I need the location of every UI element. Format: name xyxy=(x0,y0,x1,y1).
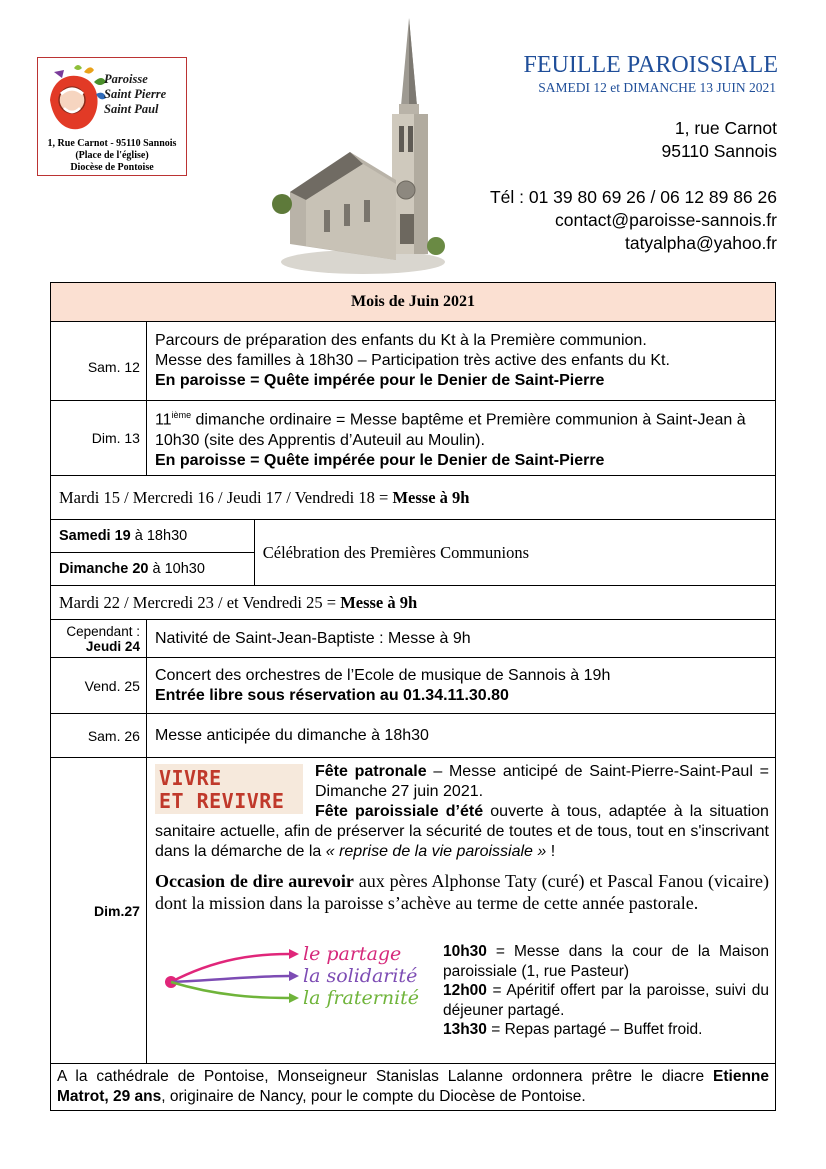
address-city: 95110 Sannois xyxy=(661,141,777,161)
event-cell: Messe anticipée du dimanche à 18h30 xyxy=(146,714,775,758)
word-solidarity: la solidarité xyxy=(302,965,418,987)
summer-feast-quote: « reprise de la vie paroissiale » xyxy=(325,843,547,860)
program-text: = Messe dans la cour de la Maison paroissiale (1, rue Pasteur) xyxy=(442,943,769,980)
table-row xyxy=(51,658,776,714)
day-label: Dim. 13 xyxy=(51,401,147,476)
ordination-cell xyxy=(51,1064,776,1111)
event-line: Messe des familles à 18h30 – Participation très active des enfants du Kt. xyxy=(154,352,670,369)
email-secondary[interactable]: tatyalpha@yahoo.fr xyxy=(624,233,777,253)
summer-feast-text xyxy=(155,802,769,862)
ordinal-suffix: ième xyxy=(171,410,192,421)
logo-address-line: (Place de l'église) xyxy=(75,150,149,161)
event-cell xyxy=(146,658,775,714)
summer-feast-title: Fête paroissiale d’été xyxy=(314,803,484,820)
table-row xyxy=(51,476,776,520)
summer-feast-end: ! xyxy=(546,843,556,860)
program-item xyxy=(443,942,769,981)
word-fraternity: la fraternité xyxy=(302,987,419,1009)
ordination-end: , originaire de Nancy, pour le compte du Diocèse de Pontoise. xyxy=(161,1088,586,1105)
farewell-text xyxy=(155,870,769,914)
saturday-cell xyxy=(51,520,255,553)
mass-time: Messe à 9h xyxy=(340,592,418,612)
saturday-day: Samedi 19 xyxy=(59,528,131,544)
month-heading: Mois de Juin 2021 xyxy=(51,283,776,322)
church-illustration xyxy=(268,14,448,276)
event-line: Parcours de préparation des enfants du Kt à la Première communion. xyxy=(154,332,647,349)
collection-notice: En paroisse = Quête impérée pour le Denier de Saint-Pierre xyxy=(154,451,605,469)
logo-title-line: Paroisse xyxy=(104,72,148,86)
sunday-time: à 10h30 xyxy=(148,561,205,577)
event-text: dimanche ordinaire = Messe baptême et Première communion à Saint-Jean à 10h30 (site des Apprentis d’Auteuil au Moulin). xyxy=(154,411,746,449)
program-item xyxy=(443,1020,769,1040)
label-prefix: Cependant : xyxy=(66,623,140,639)
table-row xyxy=(51,322,776,401)
feast-text-top xyxy=(315,762,769,802)
program-text: = Repas partagé – Buffet froid. xyxy=(486,1021,703,1038)
feast-text: – Messe anticipé de Saint-Pierre-Saint-Paul = Dimanche 27 juin 2021. xyxy=(314,763,769,800)
weekdays-text: Mardi 22 / Mercredi 23 / et Vendredi 25 = xyxy=(59,592,341,612)
sunday-cell xyxy=(51,553,255,586)
event-line: Concert des orchestres de l’Ecole de musique de Sannois à 19h xyxy=(154,666,611,684)
address-street: 1, rue Carnot xyxy=(674,118,777,138)
table-row xyxy=(51,620,776,658)
ordination-text: A la cathédrale de Pontoise, Monseigneur Stanislas Lalanne ordonnera prêtre le diacre xyxy=(57,1068,714,1085)
sheet-date: SAMEDI 12 et DIMANCHE 13 JUIN 2021 xyxy=(538,80,776,95)
day-label: Dim.27 xyxy=(51,758,147,1064)
sharing-arrows-icon xyxy=(157,940,437,1020)
weekdays-text: Mardi 15 / Mercredi 16 / Jeudi 17 / Vendredi 18 = xyxy=(59,487,393,507)
day-label: Vend. 25 xyxy=(51,658,147,714)
program-item xyxy=(443,981,769,1020)
collection-notice: En paroisse = Quête impérée pour le Denier de Saint-Pierre xyxy=(154,372,605,389)
ordinal-number: 11 xyxy=(154,411,172,429)
weekday-mass-cell xyxy=(51,476,776,520)
program-time: 12h00 xyxy=(442,982,487,999)
day-label xyxy=(51,620,147,658)
program-list xyxy=(443,942,769,1040)
label-day: Jeudi 24 xyxy=(85,638,140,654)
saturday-time: à 18h30 xyxy=(130,528,188,544)
month-row xyxy=(51,283,776,322)
logo-title-line: Saint Paul xyxy=(104,102,159,116)
sheet-title: FEUILLE PAROISSIALE xyxy=(523,52,778,78)
table-row xyxy=(51,714,776,758)
logo-address-line: 1, Rue Carnot - 95110 Sannois xyxy=(47,138,177,149)
event-line xyxy=(155,405,767,450)
table-row xyxy=(51,1064,776,1111)
logo-line: ET REVIVRE xyxy=(158,789,285,813)
communion-cell: Célébration des Premières Communions xyxy=(254,520,775,586)
feast-title: Fête patronale xyxy=(314,763,427,780)
parish-logo xyxy=(37,57,187,176)
apostles-logo-icon xyxy=(44,64,108,134)
event-cell: Nativité de Saint-Jean-Baptiste : Messe à 9h xyxy=(146,620,775,658)
summer-feast-desc: ouverte à tous, adaptée à la situation sanitaire actuelle, afin de préserver la sécurité de toutes et de tous, tout en s'inscrivant dans la démarche de la xyxy=(154,803,769,860)
logo-line: VIVRE xyxy=(158,766,222,790)
ordination-name: Etienne Matrot, 29 ans xyxy=(57,1068,769,1105)
schedule-table xyxy=(50,282,776,1111)
event-cell xyxy=(146,322,775,401)
feast-cell xyxy=(146,758,775,1064)
reservation-notice: Entrée libre sous réservation au 01.34.11.30.80 xyxy=(154,686,509,704)
mass-time: Messe à 9h xyxy=(392,487,470,507)
logo-address-line: Diocèse de Pontoise xyxy=(70,162,154,173)
program-time: 10h30 xyxy=(442,943,487,960)
program-time: 13h30 xyxy=(442,1021,487,1038)
table-row xyxy=(51,586,776,620)
table-row xyxy=(51,401,776,476)
phone-numbers: Tél : 01 39 80 69 26 / 06 12 89 86 26 xyxy=(489,187,777,207)
email-contact[interactable]: contact@paroisse-sannois.fr xyxy=(554,210,777,230)
day-label: Sam. 12 xyxy=(51,322,147,401)
table-row xyxy=(51,520,776,553)
word-sharing: le partage xyxy=(302,943,402,965)
sunday-day: Dimanche 20 xyxy=(59,561,149,577)
table-row xyxy=(51,758,776,1064)
farewell-desc: aux pères Alphonse Taty (curé) et Pascal Fanou (vicaire) dont la mission dans la paroisse s’achève au terme de cette année pastorale. xyxy=(154,871,769,913)
event-cell xyxy=(146,401,775,476)
logo-title-line: Saint Pierre xyxy=(104,87,167,101)
program-text: = Apéritif offert par la paroisse, suivi du déjeuner partagé. xyxy=(442,982,769,1019)
day-label: Sam. 26 xyxy=(51,714,147,758)
farewell-title: Occasion de dire aurevoir xyxy=(154,871,354,891)
weekday-mass-cell xyxy=(51,586,776,620)
